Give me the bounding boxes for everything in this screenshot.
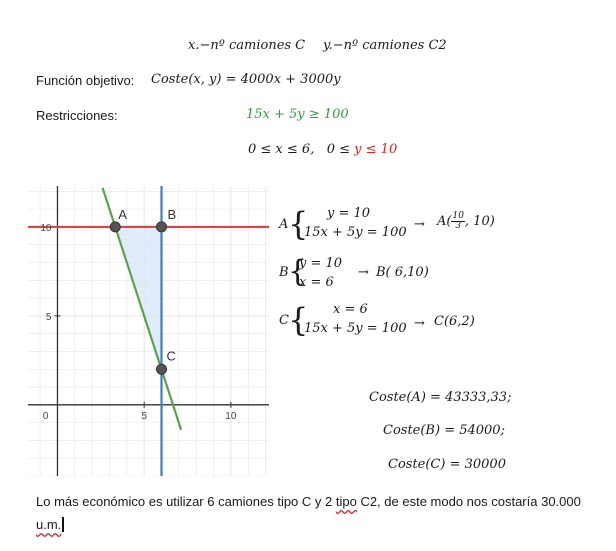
system-a-brace: { — [288, 205, 309, 243]
conclusion-tipo: tipo — [335, 494, 357, 509]
point-a-prefix: A( — [437, 214, 452, 229]
variable-x-definition: x.−nº camiones C — [188, 38, 306, 53]
restriction-main: 15x + 5y ≥ 100 — [246, 107, 349, 122]
system-a-label: A — [279, 217, 289, 232]
cost-c: Coste(C) = 30000 — [388, 457, 506, 472]
y-tick-label: 10 — [40, 222, 52, 234]
system-a — [279, 206, 609, 246]
system-c-label: C — [279, 313, 289, 328]
x-tick-label: 10 — [225, 410, 237, 422]
arrow-a: → — [414, 217, 425, 232]
system-a-result — [437, 212, 495, 231]
system-c-result: C(6,2) — [434, 314, 475, 329]
system-b-brace: { — [288, 254, 308, 289]
system-c-eq2: 15x + 5y = 100 — [304, 321, 407, 336]
objective-formula: Coste(x, y) = 4000x + 3000y — [151, 72, 341, 87]
fraction-10-3 — [451, 212, 464, 231]
point-b — [157, 222, 167, 232]
conclusion-part2: C2, de este modo nos costaría 30.000 — [356, 494, 581, 509]
point-label-c: C — [166, 348, 176, 364]
fraction-numerator: 10 — [452, 211, 464, 221]
point-a — [110, 222, 120, 232]
system-b — [279, 256, 609, 296]
system-b-result: B( 6,10) — [376, 265, 429, 280]
system-b-eq2: x = 6 — [299, 275, 334, 290]
text-cursor — [62, 517, 64, 532]
arrow-b: → — [358, 265, 369, 280]
system-a-eq1: y = 10 — [327, 206, 371, 221]
system-c — [279, 302, 609, 342]
system-a-eq2: 15x + 5y = 100 — [304, 225, 407, 240]
point-c — [157, 364, 167, 374]
system-c-eq1: x = 6 — [333, 302, 368, 317]
system-b-eq1: y = 10 — [299, 256, 343, 271]
arrow-c: → — [414, 316, 425, 331]
cost-a: Coste(A) = 43333,33; — [369, 390, 512, 405]
feasible-region-graph — [28, 186, 269, 476]
variable-y-definition: y.−nº camiones C2 — [323, 38, 447, 53]
x-tick-label: 5 — [141, 410, 147, 422]
bound-x: 0 ≤ x ≤ 6, — [248, 142, 315, 157]
fraction-denominator: 3 — [455, 221, 462, 231]
conclusion-um: u.m. — [36, 517, 62, 532]
bound-y: y ≤ 10 — [354, 142, 398, 157]
objective-label: Función objetivo: — [36, 73, 135, 88]
cost-b: Coste(B) = 54000; — [383, 423, 505, 438]
restrictions-label: Restricciones: — [36, 108, 118, 123]
bound-y-prefix: 0 ≤ — [326, 142, 355, 157]
system-b-label: B — [279, 265, 289, 280]
system-c-brace: { — [288, 301, 309, 339]
restriction-bounds — [248, 142, 397, 157]
conclusion-part1: Lo más económico es utilizar 6 camiones tipo C y 2 — [36, 494, 336, 509]
conclusion-text[interactable] — [36, 490, 611, 536]
point-label-a: A — [118, 206, 127, 222]
y-tick-label: 5 — [45, 311, 52, 323]
point-label-b: B — [167, 206, 177, 222]
point-a-suffix: , 10) — [464, 214, 495, 229]
origin-label: 0 — [42, 410, 49, 422]
